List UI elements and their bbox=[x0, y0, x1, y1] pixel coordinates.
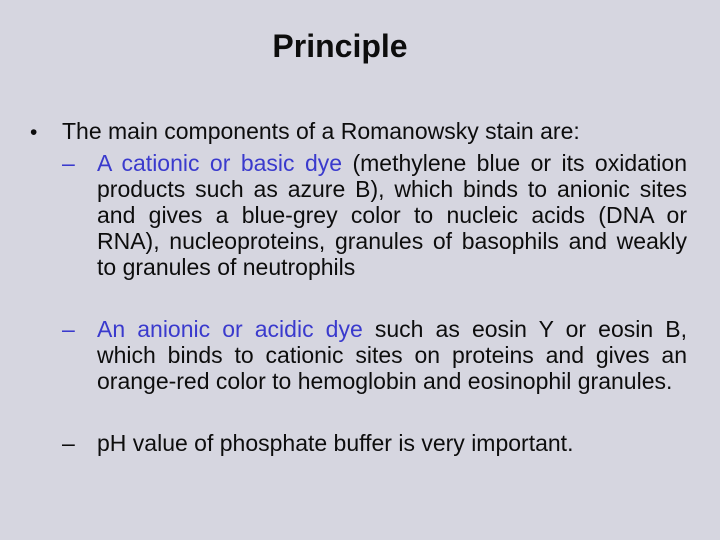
text-line bbox=[97, 176, 687, 202]
text-line bbox=[97, 368, 687, 394]
text-line bbox=[97, 202, 687, 228]
text-line bbox=[97, 316, 687, 342]
sub-bullet-ph-buffer bbox=[62, 430, 687, 456]
text-line bbox=[97, 342, 687, 368]
dash-marker: – bbox=[62, 150, 75, 176]
text-segment: products such as azure B), which binds to anionic sites bbox=[97, 176, 687, 202]
dye-term-accent: An anionic or acidic dye bbox=[97, 316, 363, 342]
sub-bullet-anionic-dye bbox=[62, 316, 688, 394]
text-segment: orange-red color to hemoglobin and eosinophil granules. bbox=[97, 368, 673, 394]
text-segment: which binds to cationic sites on proteins and gives an bbox=[97, 342, 687, 368]
paragraph-ph-buffer bbox=[97, 430, 687, 456]
text-segment: pH value of phosphate buffer is very important. bbox=[97, 430, 574, 456]
paragraph-anionic-dye bbox=[97, 316, 687, 394]
bullet-item bbox=[30, 118, 580, 146]
text-segment: to granules of neutrophils bbox=[97, 254, 356, 280]
slide-title: Principle bbox=[272, 28, 408, 64]
text-line bbox=[97, 430, 687, 456]
text-segment: such as eosin Y or eosin B, bbox=[362, 316, 688, 342]
text-segment: and gives a blue-grey color to nucleic acids (DNA or bbox=[97, 202, 687, 228]
bullet-text: The main components of a Romanowsky stain are: bbox=[62, 118, 580, 144]
paragraph-cationic-dye bbox=[97, 150, 687, 280]
text-segment: RNA), nucleoproteins, granules of basophils and weakly bbox=[97, 228, 687, 254]
dash-marker: – bbox=[62, 430, 75, 456]
text-line bbox=[97, 150, 687, 176]
dash-marker: – bbox=[62, 316, 75, 342]
text-segment: (methylene blue or its oxidation bbox=[342, 150, 687, 176]
text-line bbox=[97, 254, 687, 280]
sub-bullet-cationic-dye bbox=[62, 150, 687, 280]
text-line bbox=[97, 228, 687, 254]
dye-term-accent: A cationic or basic dye bbox=[97, 150, 343, 176]
bullet-marker: • bbox=[30, 121, 38, 144]
